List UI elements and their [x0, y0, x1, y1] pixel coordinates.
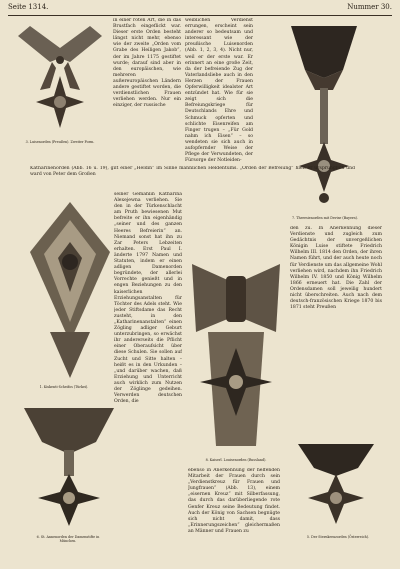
katharinenorden-illustration: [188, 256, 284, 460]
caption-fig1: 3. Luisenorden (Preußen). Zweiter Form.: [25, 140, 95, 144]
issue-number: Nummer 30.: [347, 3, 392, 11]
annenorden-illustration: [16, 400, 122, 536]
page-number-left: Seite 1314.: [8, 3, 49, 11]
text-column-right-top: [185, 18, 253, 280]
paragraph: den zu. In Anerkennung dieser Verdienste und zugleich zum Gedächtnis der unvergeßlichen Königin Luise stiftete Friedrich Wilhelm III. 1814 den Orden, der ihren Namen führt, und der auch heute noch für Verdienste um das allgemeine Wohl verliehen wird, nachdem ihn Friedrich Wilhelm IV. 1850 und König Wilhelm 1866 erneuert hat. Die Zahl der Ordensdamen soll jeweilig hundert nicht überschreiten. Auch nach dem deutsch-französischen Kriege 1870 bis 1871 steht Preußen: [290, 226, 382, 311]
caption-fig4: 8. Kaiserl. Louisenorden (Russland).: [205, 458, 267, 462]
figure-sternkreuzorden: [292, 438, 380, 534]
caption-fig6: 5. Der Sternkreuzorden (Österreich).: [306, 535, 370, 539]
caption-fig5: 6. St. Annenorden der Damenstifte in München.: [36, 535, 100, 543]
caption-fig3: 1. Kiskenti-Scheifos (Türkei).: [39, 385, 89, 389]
paragraph: ebenso in Anerkennung der helfenden Mitarbeit der Frauen durch sein „Verdienstkreuz für Frauen und Jungfrauen“ (Abb. 13), einem „eisernen Kreuz“ mit Silberfassung, das durch das darüberliegende rote Genfer Kreuz seine Bedeutung findet. Auch der König von Sachsen begnügte sich nicht damit, dass „Erinnerungszeichen“ gleichermaßen an Männer und Frauen zu: [188, 468, 280, 534]
text-column-right-middle: [290, 226, 382, 438]
figure-kiskenti-scheifos: [20, 192, 120, 388]
caption-fig2: 7. Theresienorden mit Devise (Bayern).: [292, 216, 358, 220]
luisenorden-illustration: [10, 18, 110, 141]
paragraph: in einer roten Art, die in das Brustfach eingeflickt war. Dieser erste Orden besteht längst nicht mehr, ebenso wie der zweite „Orden vom Grabe des Heiligen Jakob“, der im Jahre 1175 gestiftet wurde; darauf sind aber in den europäischen, wie mehreren außereuropäischen Ländern andere gestiftet worden, die verdienstlichen Frauen verliehen werden. Nur ein einziger, der russische: [113, 18, 181, 109]
figure-annenorden: [16, 400, 122, 536]
paragraph: weiblichen Verdienst errungen, erscheint sein anderer so bedeutsam und interessant wie der preußische Luisenorden (Abb. 1, 2, 3, 4). Nicht nur, weil er der erste war. Er erinnert an eine große Zeit, da der befreiende Zug der Vaterlandsliebe auch in den Herzen der Frauen Opferwilligkeit idealster Art entzündet hat. Wie für sie zeigt sich die Befreiungskriege für Deutschlands Ehre und Schmuck opferten und schlichte Eisenreifen am Finger trugen – „Für Gold nahm ich Eisen“ – so wendeten sie sich auch in aufopfernder Weise der Pflege der Verwundeten, der Fürsorge der Notleiden-: [185, 18, 253, 164]
sternkreuzorden-illustration: [292, 438, 380, 534]
text-column-middle-bottom: [188, 468, 280, 564]
paragraph: seiner Gemahlin Katharina Alexejewna verliehen. Sie den in der Türkenschlacht am Pruth bewiesenen Mut befreite er ihn eigenhändig „seiner und des ganzen Heeres Befreierin“ an. Niemand sonst hat ihn zu Zar Peters Lebzeiten erhalten. Erst Paul I. änderte 1797 Namen und Statuten, indem er einen adligen Damenorden begründete, der allerlei Vorrechte genießt und in engen Beziehungen zu den kaiserlichen Erziehungsanstalten für Töchter des Adels steht. Wie jeder Stiftsdame das Recht zusteht, in den „Katharinenanstalten“ einen Zögling adliger Geburt unterzubringen, so erwächst ihr andererseits die Pflicht einer Oberaufsicht über diese Schulen. Sie sollen auf Zucht und Sitte halten – heißt es in den Urkunden – „und darüber wachen, daß Erziehung und Unterricht auch wirklich zum Nutzen der Zöglinge gedeihen. Verwerden deutschen Orden, die: [114, 192, 182, 405]
text-column-middle-top: [113, 18, 181, 162]
full-width-paragraph: Katharinenorden (Abb. 16 u. 19), gilt einer „Heldin“ im Sinne männlichen Heldentums. „Orden der Befreiung“ hieß er ursprünglich und ward von Peter dem Großen: [30, 166, 355, 178]
diamond-star-illustration: [20, 192, 120, 388]
text-column-left-middle: [114, 192, 182, 457]
figure-luisenorden: [10, 18, 110, 141]
figure-katharinenorden: [188, 256, 284, 460]
page-header: [8, 3, 392, 16]
